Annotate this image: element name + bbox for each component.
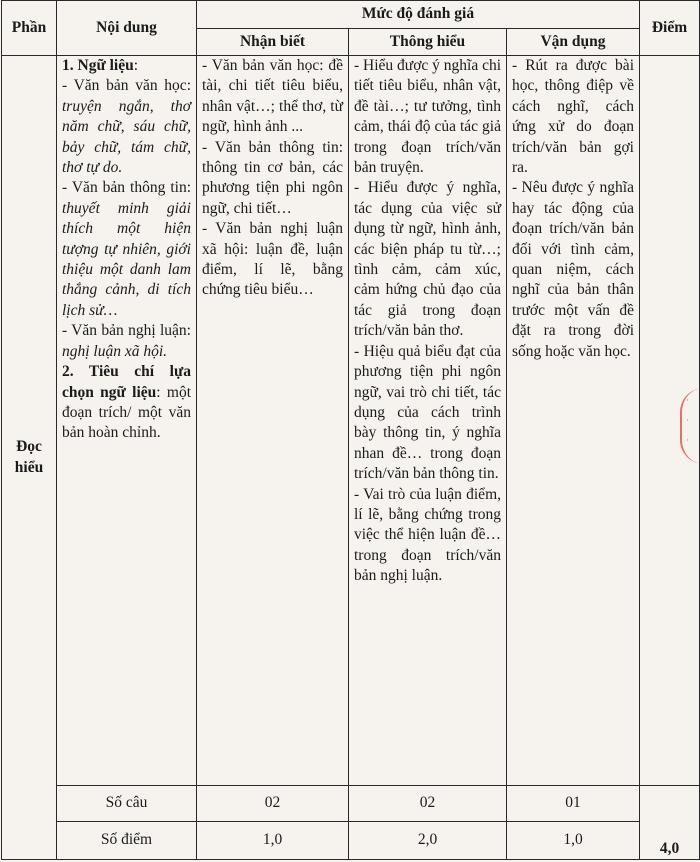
total-score: 4,0 — [640, 786, 700, 860]
question-count-understand: 02 — [349, 786, 507, 822]
apply-cell — [507, 56, 640, 786]
content-cell — [57, 56, 197, 786]
content-item-3: - Văn bản nghị luận: nghị luận xã hội. — [62, 322, 191, 360]
points-understand: 2,0 — [349, 822, 507, 860]
assessment-matrix-table — [1, 0, 700, 860]
points-label: Số điểm — [57, 822, 197, 860]
recognize-item: - Văn bản nghị luận xã hội: luận đề, luận điểm, lí lẽ, bằng chứng tiêu biểu… — [202, 220, 343, 299]
header-score: Điểm — [640, 1, 700, 56]
apply-item: - Nêu được ý nghĩa hay tác động của đoạn trích/văn bản đối với tình cảm, quan niệm, cách nghĩ của bản thân trước một vấn đề đặt ra trong đời sống hoặc văn học. — [512, 179, 634, 360]
section-line-2: hiểu — [14, 458, 44, 476]
understand-cell — [349, 56, 507, 786]
recognize-item: - Văn bản thông tin: thông tin cơ bản, các phương tiện phi ngôn ngữ, chi tiết… — [202, 138, 343, 217]
understand-item: - Hiệu quả biểu đạt của phương tiện phi ngôn ngữ, vai trò chi tiết, tác dụng của cách trình bày thông tin, ý nghĩa nhan đề… trong đoạn trích/văn bản thông tin. — [354, 342, 501, 483]
question-count-label: Số câu — [57, 786, 197, 822]
content-item-1: - Văn bản văn học: truyện ngắn, thơ năm chữ, sáu chữ, bảy chữ, tám chữ, thơ tự do. — [62, 77, 191, 177]
header-section: Phần — [2, 1, 57, 56]
header-level-understand: Thông hiểu — [349, 29, 507, 56]
question-count-row — [2, 786, 700, 822]
header-row-1 — [2, 1, 700, 29]
understand-item: - Hiểu được ý nghĩa, tác dụng của việc sử dụng từ ngữ, hình ảnh, các biện pháp tu từ…; tình cảm, cảm xúc, cảm hứng chủ đạo của tác giả trong đoạn trích/văn bản thơ. — [354, 179, 501, 340]
understand-item: - Vai trò của luận điểm, lí lẽ, bằng chứng trong việc thể hiện luận đề… trong đoạn trích/văn bản nghị luận. — [354, 485, 501, 585]
question-count-recognize: 02 — [197, 786, 349, 822]
question-count-apply: 01 — [507, 786, 640, 822]
section-reading — [2, 56, 57, 860]
header-levels-group: Mức độ đánh giá — [197, 1, 640, 29]
red-stamp-fragment: · · · — [680, 388, 700, 464]
header-content: Nội dung — [57, 1, 197, 56]
content-item-2: - Văn bản thông tin: thuyết minh giải thích một hiện tượng tự nhiên, giới thiệu một danh lam thắng cảnh, di tích lịch sử… — [62, 179, 191, 319]
header-level-recognize: Nhận biết — [197, 29, 349, 56]
section-line-1: Đọc — [16, 438, 42, 456]
understand-item: - Hiểu được ý nghĩa chi tiết tiêu biểu, nhân vật, đề tài…; tư tưởng, tình cảm, thái độ của tác giả trong đoạn trích/văn bản truyện. — [354, 57, 502, 177]
apply-item: - Rút ra được bài học, thông điệp về cách nghĩ, cách ứng xử do đoạn trích/văn bản gợi ra. — [512, 57, 634, 177]
recognize-cell — [197, 56, 349, 786]
points-row — [2, 822, 700, 860]
content-heading-1: 1. Ngữ liệu: — [62, 57, 139, 74]
header-level-apply: Vận dụng — [507, 29, 640, 56]
points-recognize: 1,0 — [197, 822, 349, 860]
points-apply: 1,0 — [507, 822, 640, 860]
recognize-item: - Văn bản văn học: đề tài, chi tiết tiêu biểu, nhân vật…; thể thơ, từ ngữ, hình ảnh ... — [202, 57, 343, 136]
content-heading-2: 2. Tiêu chí lựa chọn ngữ liệu: một đoạn trích/ một văn bản hoàn chỉnh. — [62, 363, 192, 442]
reading-row — [2, 56, 700, 786]
